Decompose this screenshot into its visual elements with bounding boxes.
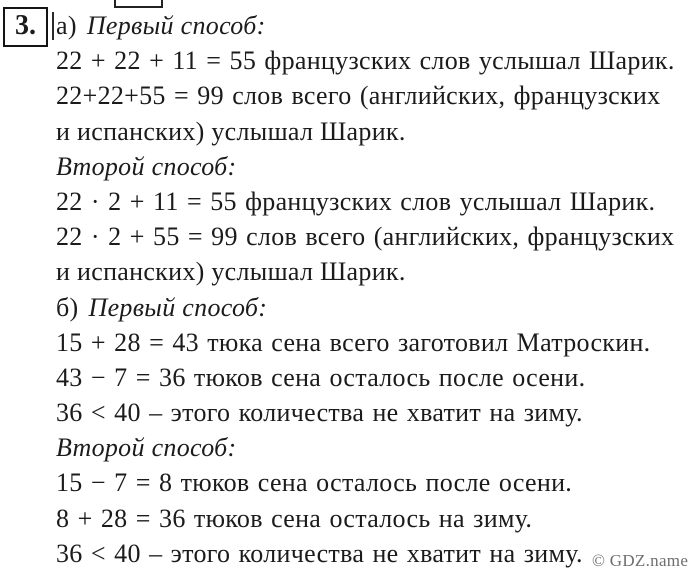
part-a-method2-line-2: 22 · 2 + 55 = 99 слов всего (английских, французских <box>56 222 675 252</box>
part-b-label: б) <box>56 292 79 322</box>
part-b-method1-heading <box>56 291 700 326</box>
watermark: © GDZ.name <box>592 551 689 570</box>
problem-number-box <box>3 7 48 47</box>
part-a-method2-line-1: 22 · 2 + 11 = 55 французских слов услышал Шарик. <box>56 186 656 216</box>
part-b-method1-line-3: 36 < 40 – этого количества не хватит на зиму. <box>56 398 583 428</box>
part-b-method2-line-1: 15 − 7 = 8 тюков сена осталось после осени. <box>56 468 573 498</box>
part-b-method1-line-1: 15 + 28 = 43 тюка сена всего заготовил Матроскин. <box>56 327 651 357</box>
method1-label: Первый способ: <box>86 11 266 40</box>
part-b-method2-heading: Второй способ: <box>56 433 237 463</box>
part-a-method1-line-3: и испанских) услышал Шарик. <box>56 116 406 146</box>
part-a-method1-line-1: 22 + 22 + 11 = 55 французских слов услышал Шарик. <box>56 46 675 76</box>
part-a-method1-line-2: 22+22+55 = 99 слов всего (английских, французских <box>56 81 661 111</box>
part-a-method2-heading: Второй способ: <box>56 151 237 181</box>
method1-label-b: Первый способ: <box>88 292 268 322</box>
scan-line-artifact <box>52 12 54 40</box>
part-a-label: а) <box>56 11 77 40</box>
part-b-method1-line-2: 43 − 7 = 36 тюков сена осталось после осени. <box>56 362 586 392</box>
part-b-method2-line-2: 8 + 28 = 36 тюков сена осталось на зиму. <box>56 503 533 533</box>
part-b-method2-line-3: 36 < 40 – этого количества не хватит на зиму. <box>56 538 583 568</box>
cropped-box-artifact <box>114 0 163 8</box>
part-a-method2-line-3: и испанских) услышал Шарик. <box>56 257 406 287</box>
part-a-method1-heading <box>56 9 700 44</box>
problem-number: 3. <box>15 10 36 41</box>
solution-text <box>56 9 700 572</box>
